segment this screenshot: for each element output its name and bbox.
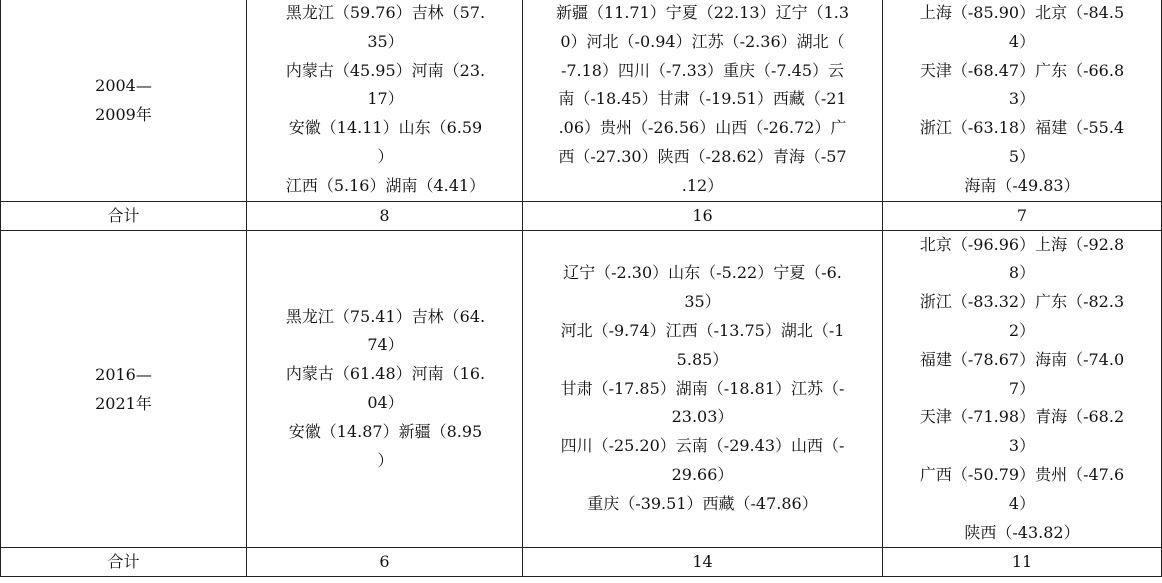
cell-line: 内蒙古（45.95）河南（23. [285,60,486,80]
period-cell [1,230,247,548]
table-row-2004-2009 [1,0,1162,201]
total-value: 16 [523,201,883,230]
total-value: 6 [247,548,523,577]
total-value: 8 [247,201,523,230]
cell-line: .06）贵州（-26.56）山西（-26.72）广 [558,118,847,138]
cell-line: 黑龙江（59.76）吉林（57. [285,3,486,22]
cell-line: 5） [1008,146,1036,166]
cell-line: 福建（-78.67）海南（-74.0 [919,349,1125,369]
table-row-total-2016-2021 [1,548,1162,577]
cell-line: 江西（5.16）湖南（4.41） [285,175,486,195]
cell-line: 4） [1008,31,1036,51]
cell-line: 3） [1008,436,1036,456]
cell-line: 74） [367,335,404,355]
cell-line: 浙江（-63.18）福建（-55.4 [919,118,1125,138]
cell-line: -7.18）四川（-7.33）重庆（-7.45）云 [560,60,845,80]
period-cell [1,0,247,201]
cell-line: 内蒙古（61.48）河南（16. [285,364,486,384]
total-label: 合计 [1,548,247,577]
cell-line: 甘肃（-17.85）湖南（-18.81）江苏（- [560,378,845,398]
total-value: 11 [883,548,1162,577]
total-value: 7 [883,201,1162,230]
cell-line: .12） [681,175,724,195]
cell-line: ） [377,146,394,166]
middle-provinces-cell [523,0,883,201]
cell-line: 安徽（14.87）新疆（8.95 [288,421,483,441]
cell-line: 四川（-25.20）云南（-29.43）山西（- [560,436,845,456]
cell-line: 北京（-96.96）上海（-92.8 [919,234,1125,254]
cell-line: 17） [367,89,404,109]
cell-line: 4） [1008,493,1036,513]
cell-line: 新疆（11.71）宁夏（22.13）辽宁（1.3 [555,3,850,22]
cell-line: ） [377,450,394,470]
cell-line: 浙江（-83.32）广东（-82.3 [919,292,1125,312]
positive-provinces-cell [247,0,523,201]
cell-line: 天津（-68.47）广东（-66.8 [919,60,1125,80]
cell-line: 7） [1008,378,1036,398]
cell-line: 35） [684,292,721,312]
cell-line: 西（-27.30）陕西（-28.62）青海（-57 [558,146,847,166]
negative-provinces-cell [883,230,1162,548]
cell-line: 2） [1008,320,1036,340]
positive-provinces-cell [247,230,523,548]
cell-line: 3） [1008,89,1036,109]
cell-line: 04） [367,392,404,412]
cell-line: 陕西（-43.82） [964,522,1080,542]
cell-line: 重庆（-39.51）西藏（-47.86） [587,493,818,513]
total-value: 14 [523,548,883,577]
cell-line: 29.66） [671,464,734,484]
period-end: 2021年 [95,393,152,413]
negative-provinces-cell [883,0,1162,201]
cell-line: 35） [367,31,404,51]
cell-line: 安徽（14.11）山东（6.59 [288,118,483,138]
cell-line: 黑龙江（75.41）吉林（64. [285,306,486,326]
total-label: 合计 [1,201,247,230]
cell-line: 河北（-9.74）江西（-13.75）湖北（-1 [560,320,845,340]
cell-line: 8） [1008,263,1036,283]
cell-line: 辽宁（-2.30）山东（-5.22）宁夏（-6. [563,263,842,283]
cell-line: 天津（-71.98）青海（-68.2 [919,407,1125,427]
period-start: 2004— [95,75,152,95]
cell-line: 23.03） [671,407,734,427]
table-row-2016-2021 [1,230,1162,548]
period-end: 2009年 [95,104,152,124]
period-start: 2016— [95,364,152,384]
cell-line: 0）河北（-0.94）江苏（-2.36）湖北（ [560,31,845,51]
cell-line: 南（-18.45）甘肃（-19.51）西藏（-21 [558,89,847,109]
middle-provinces-cell [523,230,883,548]
cell-line: 广西（-50.79）贵州（-47.6 [919,464,1125,484]
cell-line: 5.85） [676,349,729,369]
cell-line: 上海（-85.90）北京（-84.5 [919,3,1125,22]
cell-line: 海南（-49.83） [964,175,1080,195]
table-row-total-2004-2009 [1,201,1162,230]
